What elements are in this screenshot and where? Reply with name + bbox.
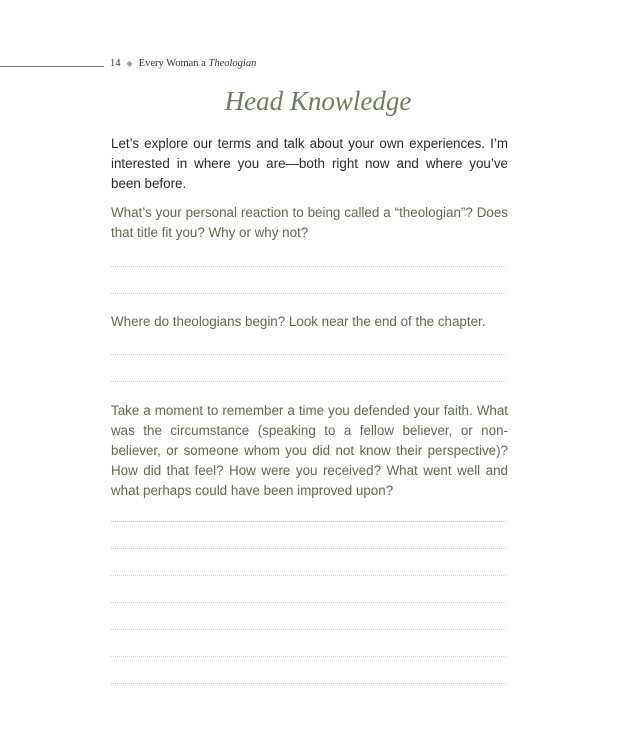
running-head <box>110 58 256 69</box>
answer-line[interactable] <box>111 354 506 355</box>
question-3: Take a moment to remember a time you defended your faith. What was the circumstance (speaking to a fellow believer, or non-believer, or someone whom you did not know their perspective)? How did that feel? How were you received? What went well and what perhaps could have been improved upon? <box>111 403 508 498</box>
diamond-ornament-icon: ◆ <box>126 59 133 68</box>
page-number: 14 <box>110 58 121 69</box>
answer-line[interactable] <box>111 548 506 549</box>
question-2: Where do theologians begin? Look near the end of the chapter. <box>111 314 486 329</box>
answer-line[interactable] <box>111 602 506 603</box>
answer-line[interactable] <box>111 266 506 267</box>
section-title: Head Knowledge <box>224 86 412 116</box>
answer-line[interactable] <box>111 683 506 684</box>
answer-line[interactable] <box>111 656 506 657</box>
question-1: What’s your personal reaction to being called a “theologian”? Does that title fit you? Why or why not? <box>111 205 508 240</box>
answer-line[interactable] <box>111 293 506 294</box>
answer-line[interactable] <box>111 629 506 630</box>
intro-paragraph: Let’s explore our terms and talk about your own experiences. I’m interested in where you are—both right now and where you’ve been before. <box>111 136 508 191</box>
answer-line[interactable] <box>111 575 506 576</box>
header-rule <box>0 66 104 67</box>
answer-line[interactable] <box>111 381 506 382</box>
answer-line[interactable] <box>111 521 506 522</box>
book-title <box>139 58 257 69</box>
book-title-emphasis: Theologian <box>208 58 257 69</box>
book-title-prefix: Every Woman a <box>138 58 209 69</box>
